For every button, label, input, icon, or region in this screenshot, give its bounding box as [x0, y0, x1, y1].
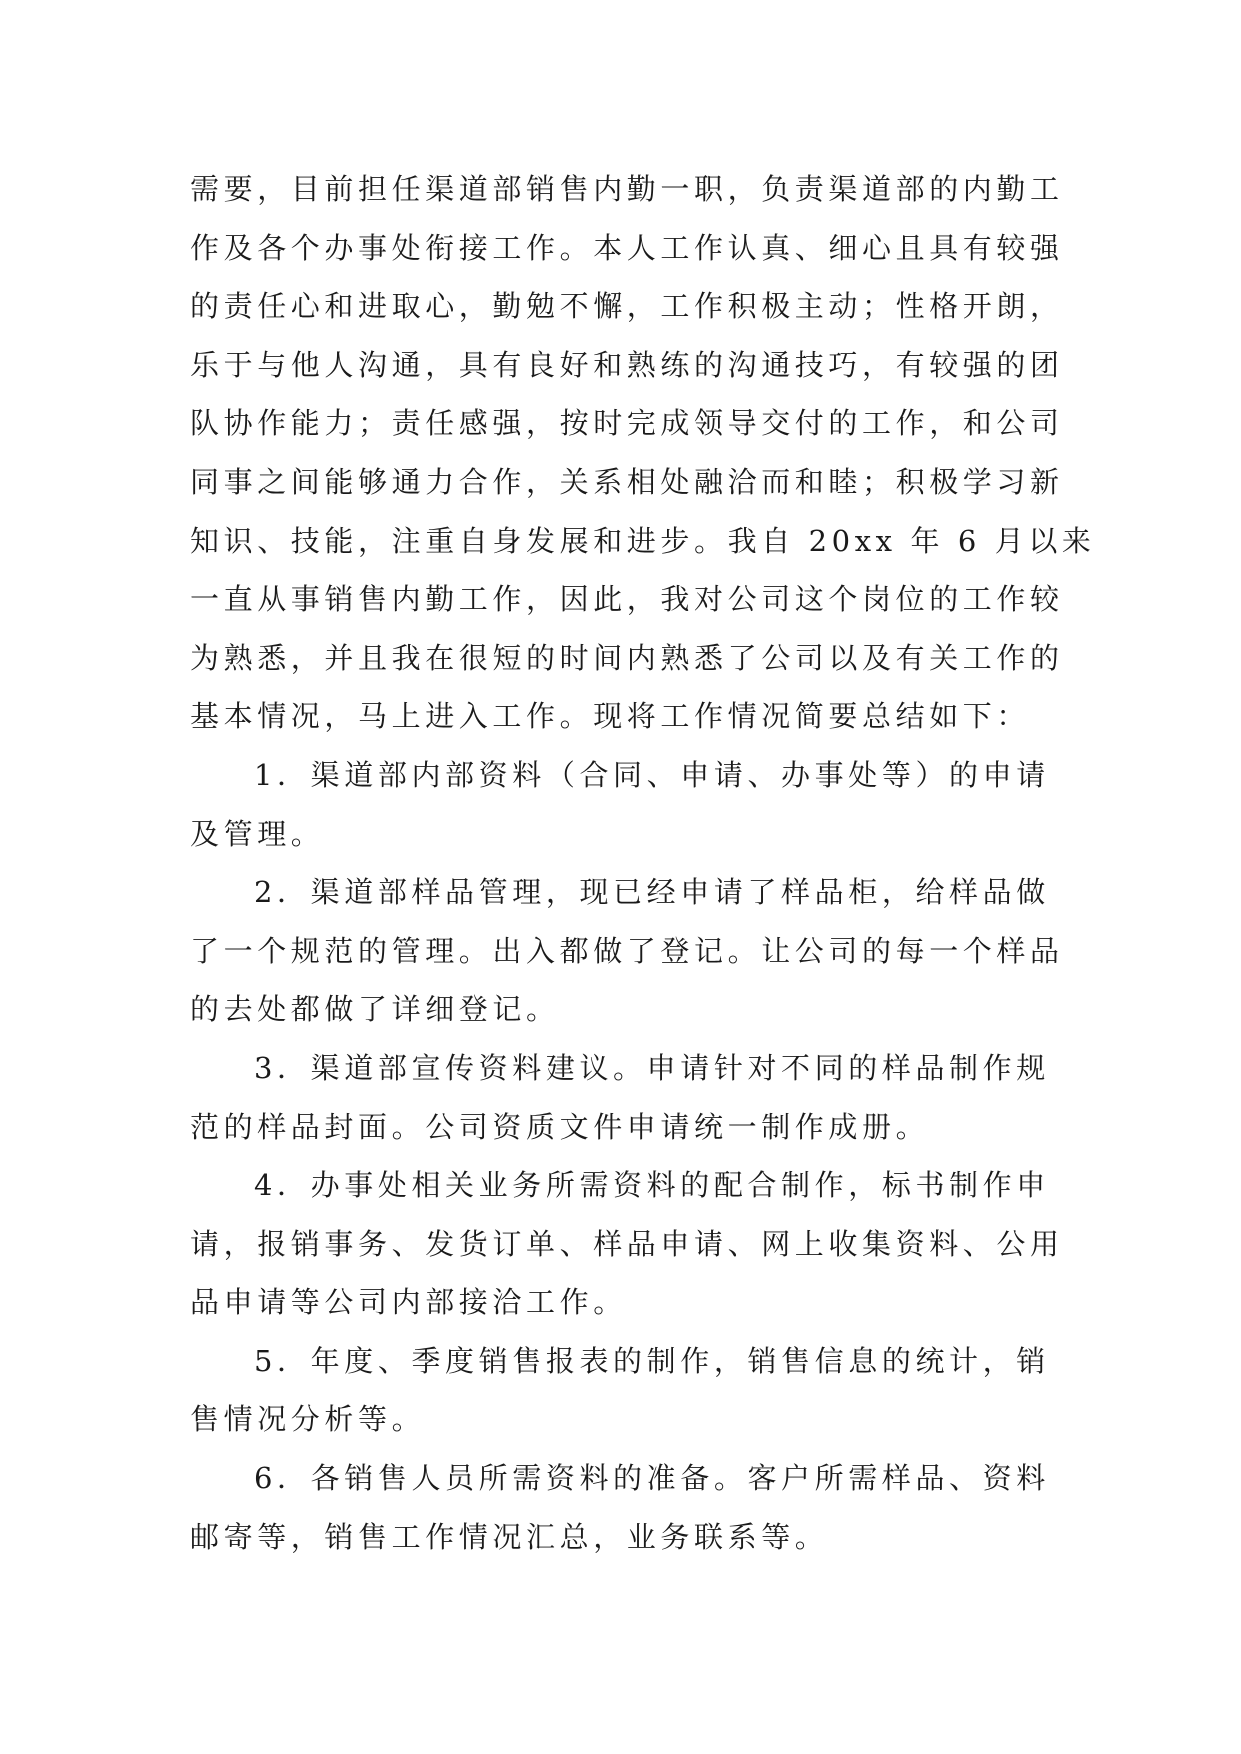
- text-line: 了一个规范的管理。出入都做了登记。让公司的每一个样品: [190, 933, 1064, 968]
- text-line: 范的样品封面。公司资质文件申请统一制作成册。: [190, 1109, 930, 1144]
- text-line: 及管理。: [190, 816, 325, 851]
- text-line: 一直从事销售内勤工作，因此，我对公司这个岗位的工作较: [190, 582, 1064, 617]
- list-item-6-line: 6．各销售人员所需资料的准备。客户所需样品、资料: [254, 1461, 1050, 1496]
- text-line: 作及各个办事处衔接工作。本人工作认真、细心且具有较强: [190, 230, 1064, 265]
- text-line: 售情况分析等。: [190, 1402, 426, 1437]
- body-text: [190, 160, 1096, 1566]
- text-line: 同事之间能够通力合作，关系相处融洽而和睦；积极学习新: [190, 464, 1064, 499]
- text-line: 知识、技能，注重自身发展和进步。我自 20xx 年 6 月以来: [190, 523, 1096, 558]
- text-line: 的去处都做了详细登记。: [190, 992, 560, 1027]
- text-line: 乐于与他人沟通，具有良好和熟练的沟通技巧，有较强的团: [190, 347, 1064, 382]
- text-line: 为熟悉，并且我在很短的时间内熟悉了公司以及有关工作的: [190, 640, 1064, 675]
- text-line: 请，报销事务、发货订单、样品申请、网上收集资料、公用: [190, 1226, 1064, 1261]
- text-line: 需要，目前担任渠道部销售内勤一职，负责渠道部的内勤工: [190, 172, 1064, 206]
- list-item-3-line: 3．渠道部宣传资料建议。申请针对不同的样品制作规: [254, 1050, 1050, 1085]
- list-item-2-line: 2．渠道部样品管理，现已经申请了样品柜，给样品做: [254, 875, 1050, 910]
- text-line: 品申请等公司内部接洽工作。: [190, 1285, 627, 1320]
- text-line: 邮寄等，销售工作情况汇总，业务联系等。: [190, 1519, 829, 1554]
- text-line: 基本情况，马上进入工作。现将工作情况简要总结如下：: [190, 699, 1031, 734]
- text-line: 队协作能力；责任感强，按时完成领导交付的工作，和公司: [190, 406, 1064, 441]
- list-item-5-line: 5．年度、季度销售报表的制作，销售信息的统计，销: [254, 1343, 1050, 1378]
- list-item-1-line: 1．渠道部内部资料（合同、申请、办事处等）的申请: [254, 757, 1050, 792]
- list-item-4-line: 4．办事处相关业务所需资料的配合制作，标书制作申: [254, 1168, 1050, 1203]
- text-line: 的责任心和进取心，勤勉不懈，工作积极主动；性格开朗，: [190, 289, 1064, 324]
